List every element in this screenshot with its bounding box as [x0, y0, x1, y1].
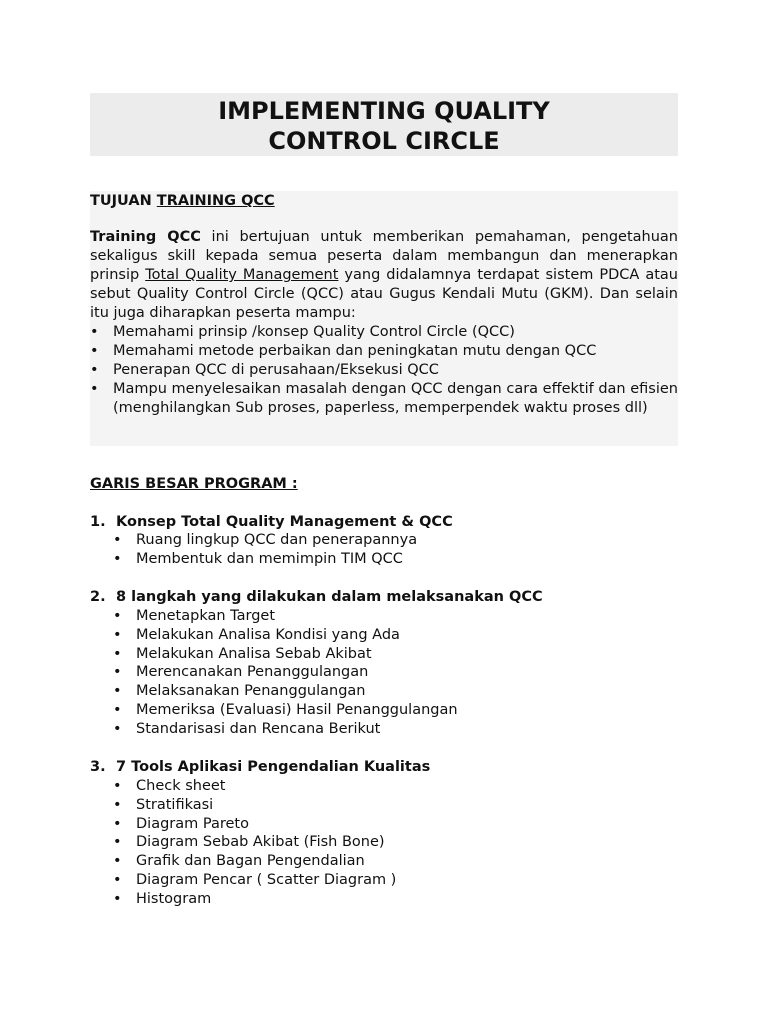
- bullet-icon: •: [113, 683, 122, 700]
- section-3-list: [113, 777, 396, 909]
- goal-text: Memahami prinsip /konsep Quality Control Circle (QCC): [113, 324, 515, 340]
- bullet-icon: •: [113, 720, 122, 737]
- bullet-icon: •: [90, 324, 99, 340]
- section-2-heading: [90, 588, 543, 607]
- goal-text: Mampu menyelesaikan masalah dengan QCC dengan cara effektif dan efisien: [113, 381, 678, 397]
- item-text: Grafik dan Bagan Pengendalian: [136, 853, 365, 870]
- section-title: 7 Tools Aplikasi Pengendalian Kualitas: [116, 759, 431, 775]
- section-number: 2.: [90, 589, 106, 605]
- section-1-list: [113, 531, 417, 569]
- section-3-heading: [90, 758, 430, 777]
- intro-bold-lead: Training QCC: [90, 229, 201, 245]
- title-line-1: IMPLEMENTING QUALITY: [218, 97, 550, 125]
- item-text: Histogram: [136, 890, 212, 907]
- bullet-icon: •: [113, 626, 122, 643]
- list-item: [90, 342, 678, 361]
- item-text: Merencanakan Penanggulangan: [136, 664, 369, 681]
- list-item: [113, 777, 396, 796]
- intro-text-1: ini bertujuan untuk memberikan pemahaman, pengetahuan sekaligus skill kepada semua peserta dalam membangun dan menerapkan prinsip: [90, 229, 678, 283]
- list-item: [113, 701, 458, 720]
- intro-paragraph: [90, 228, 678, 323]
- list-item: [90, 380, 678, 418]
- list-item: [113, 607, 458, 626]
- list-item: [113, 682, 458, 701]
- bullet-icon: •: [113, 853, 122, 870]
- bullet-icon: •: [113, 834, 122, 851]
- list-item: [113, 833, 396, 852]
- bullet-icon: •: [113, 890, 122, 907]
- item-text: Menetapkan Target: [136, 608, 276, 624]
- item-text: Melaksanakan Penanggulangan: [136, 683, 366, 700]
- item-text: Check sheet: [136, 778, 226, 794]
- list-item: [113, 720, 458, 739]
- bullet-icon: •: [113, 871, 122, 888]
- intro-text-2: yang didalamnya terdapat sistem PDCA atau sebut Quality Control Circle (QCC) atau Gugus Kendali Mutu (GKM). Dan selain itu juga diharapkan peserta mampu:: [90, 267, 678, 321]
- item-text: Diagram Pareto: [136, 815, 249, 832]
- section-number: 3.: [90, 759, 106, 775]
- item-text: Diagram Sebab Akibat (Fish Bone): [136, 834, 385, 851]
- total-quality-management-link[interactable]: Total Quality Management: [145, 267, 339, 283]
- list-item: [90, 323, 678, 342]
- item-text: Diagram Pencar ( Scatter Diagram ): [136, 871, 397, 888]
- program-heading: GARIS BESAR PROGRAM :: [90, 476, 298, 492]
- tujuan-prefix: TUJUAN: [90, 193, 157, 209]
- section-1-heading: [90, 513, 453, 532]
- list-item: [113, 531, 417, 550]
- bullet-icon: •: [90, 381, 99, 397]
- goals-note: (menghilangkan Sub proses, paperless, memperpendek waktu proses dll): [113, 400, 648, 416]
- section-number: 1.: [90, 514, 106, 530]
- list-item: [90, 361, 678, 380]
- item-text: Ruang lingkup QCC dan penerapannya: [136, 532, 418, 548]
- title-line-2: CONTROL CIRCLE: [268, 127, 500, 155]
- list-item: [113, 550, 417, 569]
- bullet-icon: •: [113, 532, 122, 548]
- item-text: Melakukan Analisa Kondisi yang Ada: [136, 626, 400, 643]
- item-text: Melakukan Analisa Sebab Akibat: [136, 645, 372, 662]
- goal-text: Memahami metode perbaikan dan peningkatan mutu dengan QCC: [113, 343, 597, 359]
- item-text: Standarisasi dan Rencana Berikut: [136, 720, 381, 737]
- bullet-icon: •: [113, 778, 122, 794]
- item-text: Membentuk dan memimpin TIM QCC: [136, 550, 403, 567]
- list-item: [113, 890, 396, 909]
- list-item: [113, 796, 396, 815]
- bullet-icon: •: [90, 362, 99, 378]
- list-item: [113, 663, 458, 682]
- item-text: Memeriksa (Evaluasi) Hasil Penanggulangan: [136, 701, 458, 718]
- section-title: 8 langkah yang dilakukan dalam melaksanakan QCC: [116, 589, 543, 605]
- list-item: [113, 871, 396, 890]
- list-item: [113, 815, 396, 834]
- section-title: Konsep Total Quality Management & QCC: [116, 514, 453, 530]
- bullet-icon: •: [90, 343, 99, 359]
- bullet-icon: •: [113, 815, 122, 832]
- bullet-icon: •: [113, 608, 122, 624]
- list-item: [113, 852, 396, 871]
- document-title: [90, 93, 678, 156]
- goal-text: Penerapan QCC di perusahaan/Eksekusi QCC: [113, 362, 439, 378]
- bullet-icon: •: [113, 701, 122, 718]
- bullet-icon: •: [113, 645, 122, 662]
- tujuan-heading: [90, 192, 275, 211]
- goals-list: [90, 323, 678, 418]
- training-qcc-link[interactable]: TRAINING QCC: [156, 193, 275, 209]
- list-item: [113, 626, 458, 645]
- section-2-list: [113, 607, 458, 739]
- bullet-icon: •: [113, 550, 122, 567]
- item-text: Stratifikasi: [136, 796, 214, 813]
- bullet-icon: •: [113, 796, 122, 813]
- bullet-icon: •: [113, 664, 122, 681]
- list-item: [113, 645, 458, 664]
